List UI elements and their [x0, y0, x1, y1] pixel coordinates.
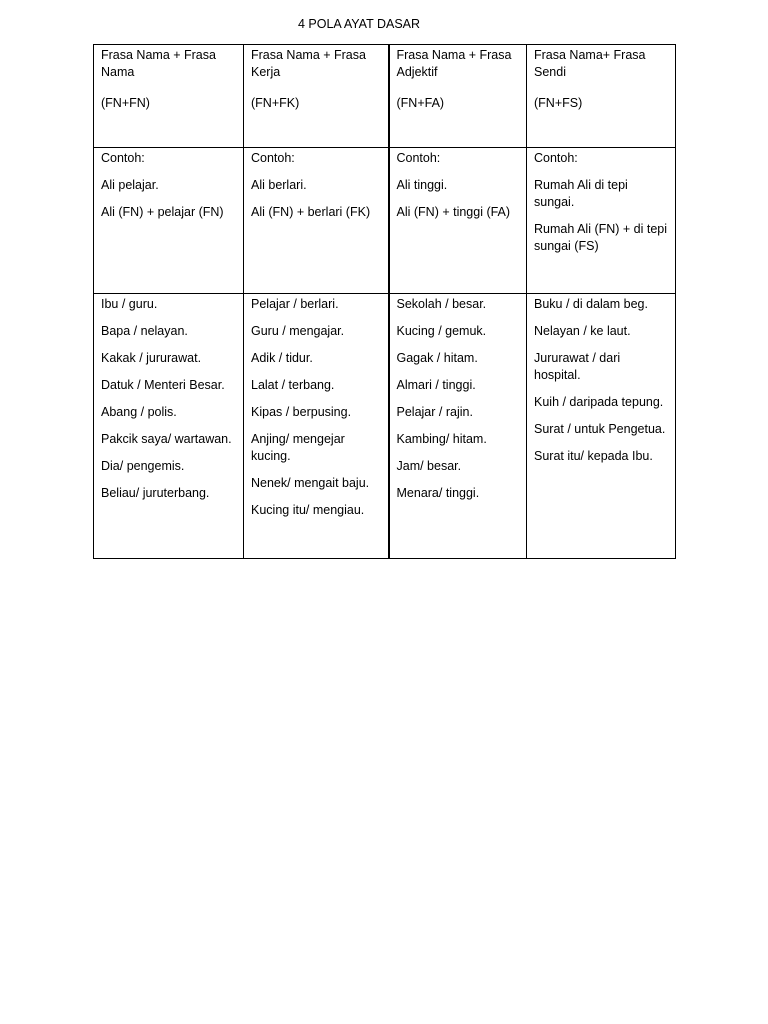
example-sentence: Sekolah / besar.: [396, 297, 487, 311]
contoh-breakdown: Ali (FN) + tinggi (FA): [396, 205, 511, 219]
header-cell-fn-fs: [527, 45, 676, 148]
example-sentence: Nelayan / ke laut.: [534, 324, 631, 338]
example-sentence: Dia/ pengemis.: [101, 459, 185, 473]
pattern-code: (FN+FS): [534, 96, 583, 110]
example-sentence: Gagak / hitam.: [396, 351, 478, 365]
header-cell-fn-fn: [94, 45, 244, 148]
header-label-2: Sendi: [534, 65, 566, 79]
examples-cell: [94, 294, 244, 559]
example-sentence: Lalat / terbang.: [251, 378, 335, 392]
example-sentence: Surat itu/ kepada Ibu.: [534, 449, 653, 463]
header-label: Frasa Nama + Frasa: [251, 48, 366, 62]
examples-row: [94, 294, 676, 559]
contoh-cell: [244, 148, 389, 294]
example-sentence: Guru / mengajar.: [251, 324, 345, 338]
example-sentence: Kucing / gemuk.: [396, 324, 487, 338]
example-sentence: Kipas / berpusing.: [251, 405, 352, 419]
example-sentence: Menara/ tinggi.: [396, 486, 480, 500]
header-label-2: Kerja: [251, 65, 281, 79]
contoh-row: [94, 148, 676, 294]
example-sentence: Datuk / Menteri Besar.: [101, 378, 225, 392]
header-label: Frasa Nama+ Frasa: [534, 48, 646, 62]
contoh-cell: [527, 148, 676, 294]
contoh-breakdown: Ali (FN) + berlari (FK): [251, 205, 371, 219]
example-sentence: Pakcik saya/ wartawan.: [101, 432, 232, 446]
contoh-label: Contoh:: [396, 151, 441, 165]
example-sentence: Nenek/ mengait baju.: [251, 476, 370, 490]
example-sentence: Kuih / daripada tepung.: [534, 395, 664, 409]
header-label-2: Nama: [101, 65, 135, 79]
pattern-code: (FN+FK): [251, 96, 300, 110]
example-sentence: Buku / di dalam beg.: [534, 297, 648, 311]
example-sentence: Abang / polis.: [101, 405, 177, 419]
contoh-cell: [94, 148, 244, 294]
example-sentence: Almari / tinggi.: [396, 378, 476, 392]
example-sentence: Pelajar / berlari.: [251, 297, 339, 311]
example-sentence: Adik / tidur.: [251, 351, 313, 365]
header-label: Frasa Nama + Frasa: [396, 48, 512, 62]
contoh-example: Ali pelajar.: [101, 178, 159, 192]
header-row: [94, 45, 676, 148]
example-sentence: Pelajar / rajin.: [396, 405, 473, 419]
document-title: 4 POLA AYAT DASAR: [297, 17, 421, 31]
example-sentence: Beliau/ juruterbang.: [101, 486, 210, 500]
contoh-label: Contoh:: [251, 151, 295, 165]
example-sentence: Ibu / guru.: [101, 297, 158, 311]
contoh-example: Rumah Ali di tepi sungai.: [534, 178, 628, 209]
examples-cell: [389, 294, 527, 559]
examples-cell: [527, 294, 676, 559]
example-sentence: Kucing itu/ mengiau.: [251, 503, 365, 517]
contoh-breakdown: Ali (FN) + pelajar (FN): [101, 205, 224, 219]
pattern-code: (FN+FN): [101, 96, 150, 110]
pattern-code: (FN+FA): [396, 96, 445, 110]
header-cell-fn-fa: [389, 45, 527, 148]
contoh-example: Ali tinggi.: [396, 178, 448, 192]
example-sentence: Anjing/ mengejar kucing.: [251, 432, 345, 463]
example-sentence: Jam/ besar.: [396, 459, 462, 473]
contoh-example: Ali berlari.: [251, 178, 307, 192]
example-sentence: Surat / untuk Pengetua.: [534, 422, 666, 436]
contoh-cell: [389, 148, 527, 294]
sentence-pattern-table: [93, 44, 676, 559]
example-sentence: Kambing/ hitam.: [396, 432, 487, 446]
example-sentence: Kakak / jururawat.: [101, 351, 202, 365]
header-cell-fn-fk: [244, 45, 389, 148]
header-label-2: Adjektif: [396, 65, 438, 79]
contoh-label: Contoh:: [101, 151, 145, 165]
header-label: Frasa Nama + Frasa: [101, 48, 216, 62]
example-sentence: Bapa / nelayan.: [101, 324, 188, 338]
contoh-label: Contoh:: [534, 151, 578, 165]
examples-cell: [244, 294, 389, 559]
example-sentence: Jururawat / dari hospital.: [534, 351, 621, 382]
contoh-breakdown: Rumah Ali (FN) + di tepi sungai (FS): [534, 222, 668, 253]
